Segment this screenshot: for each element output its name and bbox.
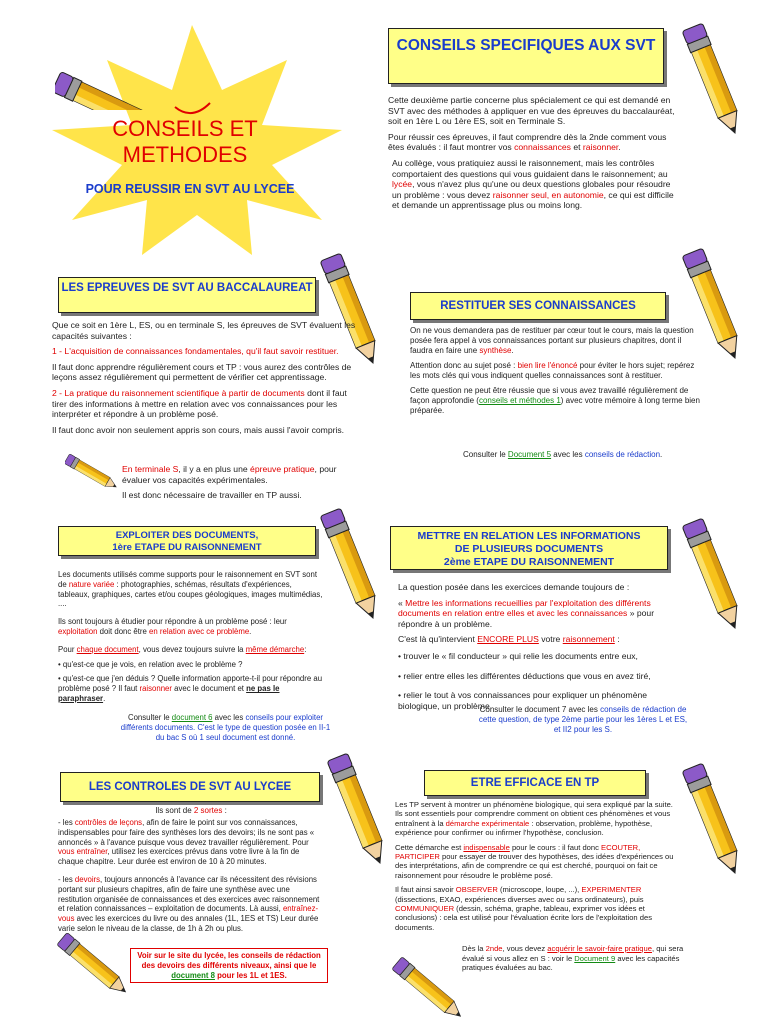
restituer-consult: Consulter le Document 5 avec les conseils de rédaction. (463, 450, 663, 459)
efficace-p2: Cette démarche est indispensable pour le cours : il faut donc ECOUTER, PARTICIPER pour essayer de trouver des hypothèses, des idées d'expériences ou des interprétations, afin de comprendre ce qui est cherché, pourquoi on fait ce raisonnement pour résoudre le problème posé. (395, 842, 674, 880)
exploiter-header-l1: EXPLOITER DES DOCUMENTS, (115, 530, 259, 541)
title-line-2: METHODES (122, 142, 248, 167)
specific-p3: Au collège, vous pratiquiez aussi le raisonnement, mais les contrôles comportaient des questions qui vous guidaient dans le raisonnement; au lycée, vous n'avez plus qu'une ou deux questions globales pour résoudre un problème : vous devez raisonner seul, en autonomie, ce qui est difficile et demande un apprentissage plus ou moins long. (392, 157, 674, 211)
epreuves-header (58, 277, 316, 313)
pencil-icon (325, 745, 385, 875)
page-subtitle: POUR REUSSIR EN SVT AU LYCEE (85, 182, 295, 196)
specific-p1: Cette deuxième partie concerne plus spécialement ce qui est demandé en SVT avec des méthodes à appliquer en vue des épreuves du baccalauréat, soit en 1ère L ou 1ère ES, soit en Terminale S. (388, 95, 675, 127)
pencil-icon (55, 915, 135, 1015)
controles-p2: - les devoirs, toujours annoncés à l'avance car ils nécessitent des révisions portant sur plusieurs chapitres, afin de faire une synthèse avec une restitution organisée de connaissances et des exercices avec raisonnement et relation connaissances – exploitation de documents. Là aussi, entraînez-vous avec les exercices du livre ou des annales (1L, 1ES et TS) Leur durée varie selon le niveau de la classe, de 1h à 2h ou plus. (58, 874, 320, 933)
exploiter-text (58, 570, 323, 709)
pencil-icon (65, 440, 125, 510)
exploiter-p2: Ils sont toujours à étudier pour répondre à un problème posé : leur exploitation doit donc être en relation avec ce problème. (58, 617, 287, 636)
epreuves-c1-text: Il faut donc apprendre régulièrement cours et TP : vous aurez des contrôles de leçons assez régulièrement qui permettent de vérifier cet apprentissage. (52, 361, 352, 383)
controles-note: Voir sur le site du lycée, les conseils de rédaction des devoirs des différents niveaux, ainsi que le document 8 pour les 1L et 1ES. (130, 948, 328, 983)
pencil-icon (390, 942, 470, 1022)
relation-p3: C'est là qu'intervient ENCORE PLUS votre raisonnement : (398, 634, 620, 645)
epreuves-intro: Que ce soit en 1ère L, ES, ou en terminale S, les épreuves de SVT évaluent les capacités suivantes : (52, 320, 356, 341)
page-title (70, 116, 300, 168)
link-document-6[interactable]: document 6 (171, 713, 213, 722)
relation-b3: • relier le tout à vos connaissances pour expliquer un phénomène biologique, un problème. (398, 690, 648, 711)
epreuves-text (52, 320, 357, 440)
relation-p2: « Mettre les informations recueillies par l'exploitation des différents documents en relation entre elles et avec les connaissances » pour répondre à un problème. (398, 597, 655, 629)
efficace-p4: Dès la 2nde, vous devez acquérir le savoir-faire pratique, qui sera évalué si vous allez en S : voir le Document 9 avec les capacités pratiques évaluées au bac. (462, 944, 684, 973)
epreuves-c2-text2: Il faut donc avoir non seulement appris son cours, mais aussi l'avoir compris. (52, 424, 345, 435)
epreuves-ts: En terminale S, il y a en plus une épreuve pratique, pour évaluer vos capacités expérimentales. Il est donc nécessaire de travailler en TP aussi. (122, 464, 337, 501)
relation-b1: • trouver le « fil conducteur » qui relie les documents entre eux, (398, 650, 638, 661)
link-conseils-methodes-1[interactable]: conseils et méthodes 1 (478, 396, 561, 405)
efficace-header-text: ETRE EFFICACE EN TP (470, 777, 600, 789)
efficace-header (424, 770, 646, 796)
restituer-header (410, 292, 666, 320)
epreuves-c2: 2 - La pratique du raisonnement scientifique à partir de documents dont il faut tirer des informations à mettre en relation avec vos connaissances pour les interpréter et répondre à un problème posé. (52, 387, 347, 420)
specific-text (388, 95, 678, 216)
relation-text (398, 582, 688, 716)
epreuves-c1: 1 - L'acquisition de connaissances fondamentales, qu'il faut savoir restituer. (52, 346, 339, 357)
exploiter-header (58, 526, 316, 556)
link-document-9[interactable]: Document 9 (574, 953, 616, 963)
exploiter-header-l2: 1ère ETAPE DU RAISONNEMENT (112, 542, 262, 553)
pencil-icon (318, 500, 378, 630)
controles-p1: - les contrôles de leçons, afin de faire le point sur vos connaissances, indispensables pour faire des synthèses lors des devoirs; ils ne sont pas « annoncés » à l'avance puisque vous devez travailler régulièrement. Pour vous entraîner, utilisez les exercices prévus dans votre livre à la fin de chaque chapitre. Leur durée est environ de 10 à 20 minutes. (58, 818, 315, 867)
epreuves-header-text: LES EPREUVES DE SVT AU BACCALAUREAT (61, 282, 313, 294)
relation-header (390, 526, 668, 570)
efficace-p3: Il faut ainsi savoir OBSERVER (microscope, loupe, ...), EXPERIMENTER (dissections, EXAO, expériences diverses avec ou sans ordinateurs), puis COMMUNIQUER (dessin, schéma, graphe, tableau, exprimer vos idées et conclusions) : cela est utilisé pour l'évaluation écrite lors de l'exploitation des documents. (395, 885, 653, 932)
restituer-header-text: RESTITUER SES CONNAISSANCES (440, 300, 636, 312)
specific-p2: Pour réussir ces épreuves, il faut comprendre dès la 2nde comment vous êtes évalués : il faut montrer vos connaissances et raisonner. (388, 131, 667, 153)
exploiter-p3: Pour chaque document, vous devez toujours suivre la même démarche: (58, 644, 307, 654)
specific-header-text: CONSEILS SPECIFIQUES AUX SVT (396, 37, 656, 54)
specific-header (388, 28, 664, 84)
exploiter-q2: • qu'est-ce que j'en déduis ? Quelle information apporte-t-il pour répondre au problème posé ? Il faut raisonner avec le document et ne pas le paraphraser. (58, 674, 323, 703)
restituer-p2: Attention donc au sujet posé : bien lire l'énoncé pour éviter le hors sujet; repérez les mots clés qui vous indiquent quelles connaissances sont à restituer. (410, 361, 695, 380)
title-line-1: CONSEILS ET (112, 116, 258, 141)
pencil-icon (680, 510, 740, 640)
restituer-p3: Cette question ne peut être réussie que si vous avez travaillé régulièrement de façon approfondie (conseils et méthodes 1) avec votre mémoire à long terme bien préparée. (410, 386, 700, 415)
efficace-p1: Les TP servent à montrer un phénomène biologique, qui sera expliqué par la suite. Ils sont essentiels pour comprendre comment on obtient ces phénomènes et vous entraînent à la démarche expérimentale : observation, problème, hypothèse, expérience pour confirmer ou infirmer l'hypothèse, conclusion. (395, 800, 673, 838)
link-document-5[interactable]: Document 5 (507, 450, 552, 459)
exploiter-p1: Les documents utilisés comme supports pour le raisonnement en SVT sont de nature variée : photographies, schémas, résultats d'expériences, tableaux, graphiques, cartes et/ou coupes géologiques, images multimédias, .... (58, 570, 323, 609)
link-document-8[interactable]: document 8 (171, 970, 215, 980)
relation-header-l3: 2ème ETAPE DU RAISONNEMENT (443, 556, 615, 568)
pencil-icon (680, 755, 740, 885)
relation-header-l1: METTRE EN RELATION LES INFORMATIONS (417, 530, 641, 542)
controles-header-text: LES CONTROLES DE SVT AU LYCEE (88, 781, 292, 793)
restituer-p1: On ne vous demandera pas de restituer par cœur tout le cours, mais la question posée fera appel à vos connaissances portant sur plusieurs chapitres, dont il faudra en faire une synthèse. (410, 326, 694, 355)
controles-intro: Ils sont de 2 sortes : (155, 806, 227, 815)
pencil-icon (680, 15, 740, 145)
controles-header (60, 772, 320, 802)
exploiter-consult: Consulter le document 6 avec les conseils pour exploiter différents documents. C'est le type de question posée en II-1 du bac S où 1 seul document est donné. (120, 713, 331, 742)
exploiter-q1: • qu'est-ce que je vois, en relation avec le problème ? (58, 659, 243, 669)
efficace-text (395, 800, 680, 937)
relation-p1: La question posée dans les exercices demande toujours de : (398, 582, 630, 592)
relation-consult: Consulter le document 7 avec les conseils de rédaction de cette question, de type 2ème partie pour les 1ères L et ES, et II2 pour les S. (478, 705, 688, 734)
relation-b2: • relier entre elles les différentes déductions que vous en avez tiré, (398, 670, 651, 681)
relation-header-l2: DE PLUSIEURS DOCUMENTS (454, 543, 604, 555)
restituer-text (410, 326, 700, 421)
